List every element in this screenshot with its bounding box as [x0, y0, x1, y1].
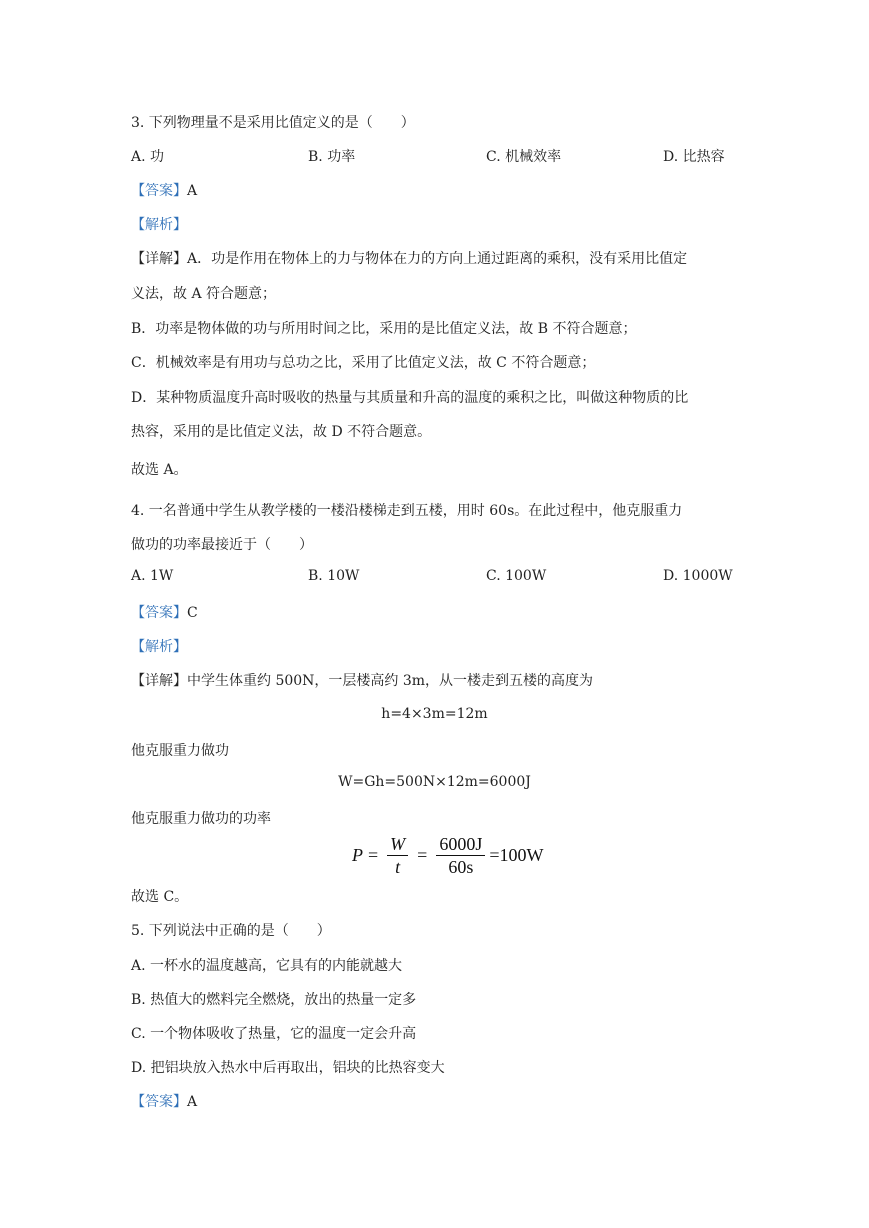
q3-option-b: B. 功率: [308, 149, 356, 165]
q3-option-a: A. 功: [131, 149, 165, 165]
q4-option-b: B. 10W: [308, 568, 360, 584]
q4-text-power: 他克服重力做功的功率: [131, 811, 271, 827]
q3-detail-line: 【详解】A．功是作用在物体上的力与物体在力的方向上通过距离的乘积，没有采用比值定: [131, 251, 688, 267]
q3-detail-line: B．功率是物体做的功与所用时间之比，采用的是比值定义法，故 B 不符合题意；: [131, 321, 637, 337]
question-5-stem: 5. 下列说法中正确的是（ ）: [131, 923, 331, 939]
answer-value: A: [187, 1094, 198, 1110]
q4-power-formula: [352, 830, 543, 880]
q4-detail: 【详解】中学生体重约 500N，一层楼高约 3m，从一楼走到五楼的高度为: [131, 673, 594, 689]
q4-analysis-tag: 【解析】: [131, 639, 187, 655]
q5-option-d: D. 把铝块放入热水中后再取出，铝块的比热容变大: [131, 1060, 445, 1076]
formula-fraction-numeric: [436, 834, 485, 877]
q3-analysis-tag: 【解析】: [131, 217, 187, 233]
q3-option-d: D. 比热容: [663, 149, 725, 165]
answer-tag: 【答案】: [131, 605, 187, 621]
formula-equals: =: [368, 844, 379, 865]
formula-equals: =: [417, 844, 428, 865]
question-3-stem: 3. 下列物理量不是采用比值定义的是（ ）: [131, 115, 415, 131]
q4-conclusion: 故选 C。: [131, 889, 189, 905]
q3-detail-line: 热容，采用的是比值定义法，故 D 不符合题意。: [131, 424, 432, 440]
answer-value: C: [187, 605, 198, 621]
q4-option-c: C. 100W: [486, 568, 547, 584]
q5-answer: [131, 1091, 197, 1111]
q5-option-b: B. 热值大的燃料完全燃烧，放出的热量一定多: [131, 992, 417, 1008]
q4-text-work: 他克服重力做功: [131, 743, 229, 759]
formula-fraction-symbolic: [387, 834, 408, 877]
q3-detail-line: D．某种物质温度升高时吸收的热量与其质量和升高的温度的乘积之比，叫做这种物质的比: [131, 390, 689, 406]
q4-equation-work: W=Gh=500N×12m=6000J: [338, 774, 531, 790]
formula-lhs: P: [352, 844, 363, 865]
answer-value: A: [187, 183, 198, 199]
q5-option-a: A. 一杯水的温度越高，它具有的内能就越大: [131, 958, 403, 974]
question-4-stem-line: 4. 一名普通中学生从教学楼的一楼沿楼梯走到五楼，用时 60s。在此过程中，他克服重力: [131, 503, 683, 519]
q4-equation-height: h=4×3m=12m: [381, 706, 488, 722]
formula-result: =100W: [489, 844, 544, 865]
q3-conclusion: 故选 A。: [131, 462, 188, 478]
q3-detail-line: C．机械效率是有用功与总功之比，采用了比值定义法，故 C 不符合题意；: [131, 355, 596, 371]
q4-option-d: D. 1000W: [663, 568, 733, 584]
answer-tag: 【答案】: [131, 1094, 187, 1110]
question-4-stem-line: 做功的功率最接近于（ ）: [131, 537, 313, 553]
fraction-numerator: W: [387, 834, 408, 856]
fraction-denominator: 60s: [448, 856, 474, 877]
q3-detail-line: 义法，故 A 符合题意；: [131, 286, 277, 302]
q3-answer: [131, 180, 197, 200]
q4-answer: [131, 602, 198, 622]
fraction-numerator: 6000J: [436, 834, 485, 856]
q3-option-c: C. 机械效率: [486, 149, 562, 165]
q4-option-a: A. 1W: [131, 568, 174, 584]
q5-option-c: C. 一个物体吸收了热量，它的温度一定会升高: [131, 1026, 417, 1042]
fraction-denominator: t: [395, 856, 401, 877]
answer-tag: 【答案】: [131, 183, 187, 199]
